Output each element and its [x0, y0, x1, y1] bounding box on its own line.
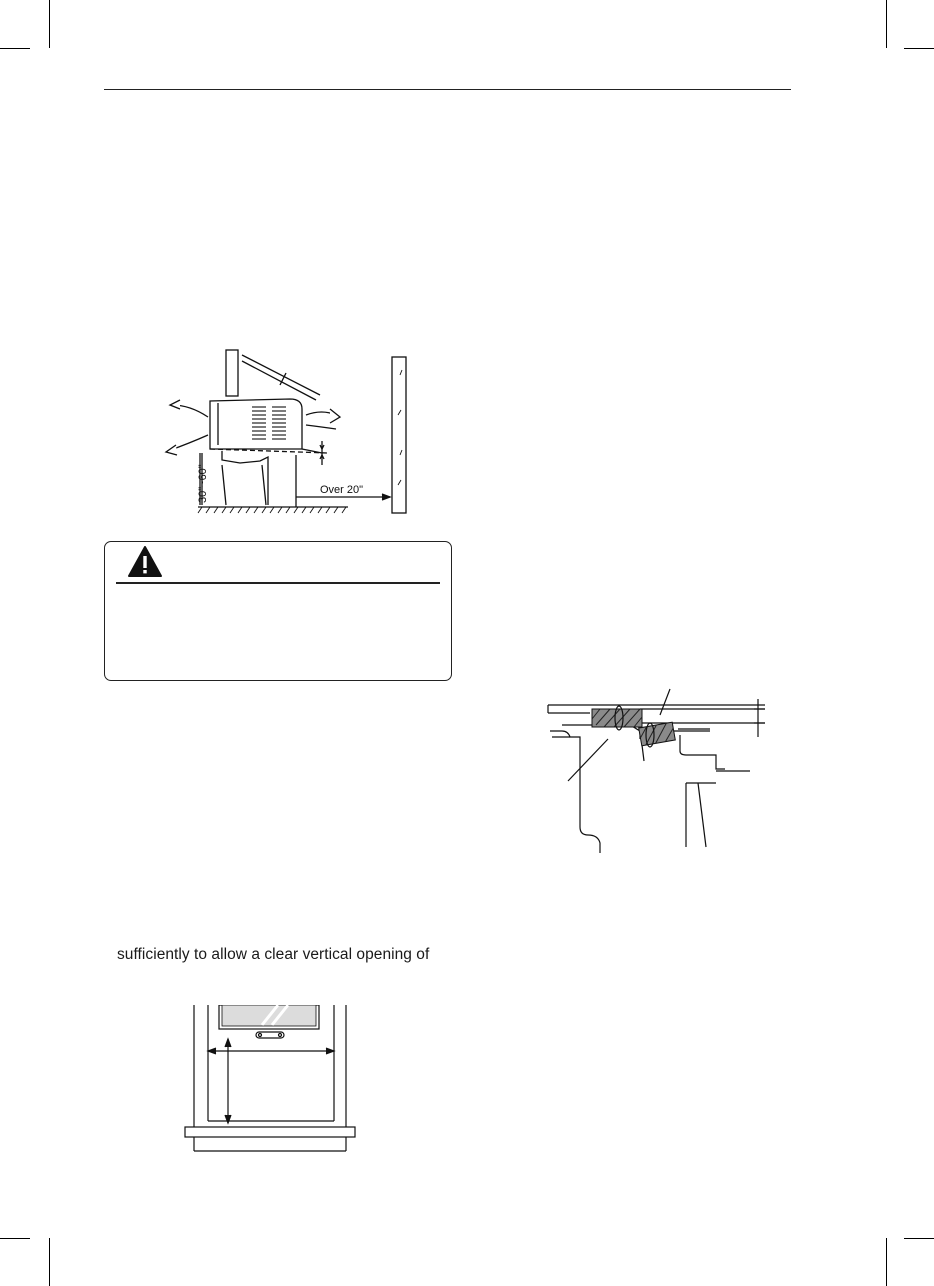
window-opening-diagram — [182, 1005, 360, 1155]
crop-mark-top-right-v — [886, 0, 887, 48]
crop-mark-top-left-h — [0, 48, 30, 49]
clearance-label: Over 20" — [320, 484, 364, 496]
warning-triangle-icon — [127, 545, 163, 578]
sill-detail-diagram — [540, 685, 780, 855]
crop-mark-bottom-left-v — [49, 1238, 50, 1286]
crop-mark-top-left-v — [49, 0, 50, 48]
crop-mark-bottom-right-h — [904, 1238, 934, 1239]
crop-mark-top-right-h — [904, 48, 934, 49]
caution-rule — [116, 582, 440, 584]
header-rule — [104, 89, 791, 90]
height-label: 30"~60" — [197, 464, 209, 503]
crop-mark-bottom-left-h — [0, 1238, 30, 1239]
body-text-line: sufficiently to allow a clear vertical opening of — [117, 946, 430, 963]
install-clearance-diagram — [150, 345, 420, 520]
crop-mark-bottom-right-v — [886, 1238, 887, 1286]
